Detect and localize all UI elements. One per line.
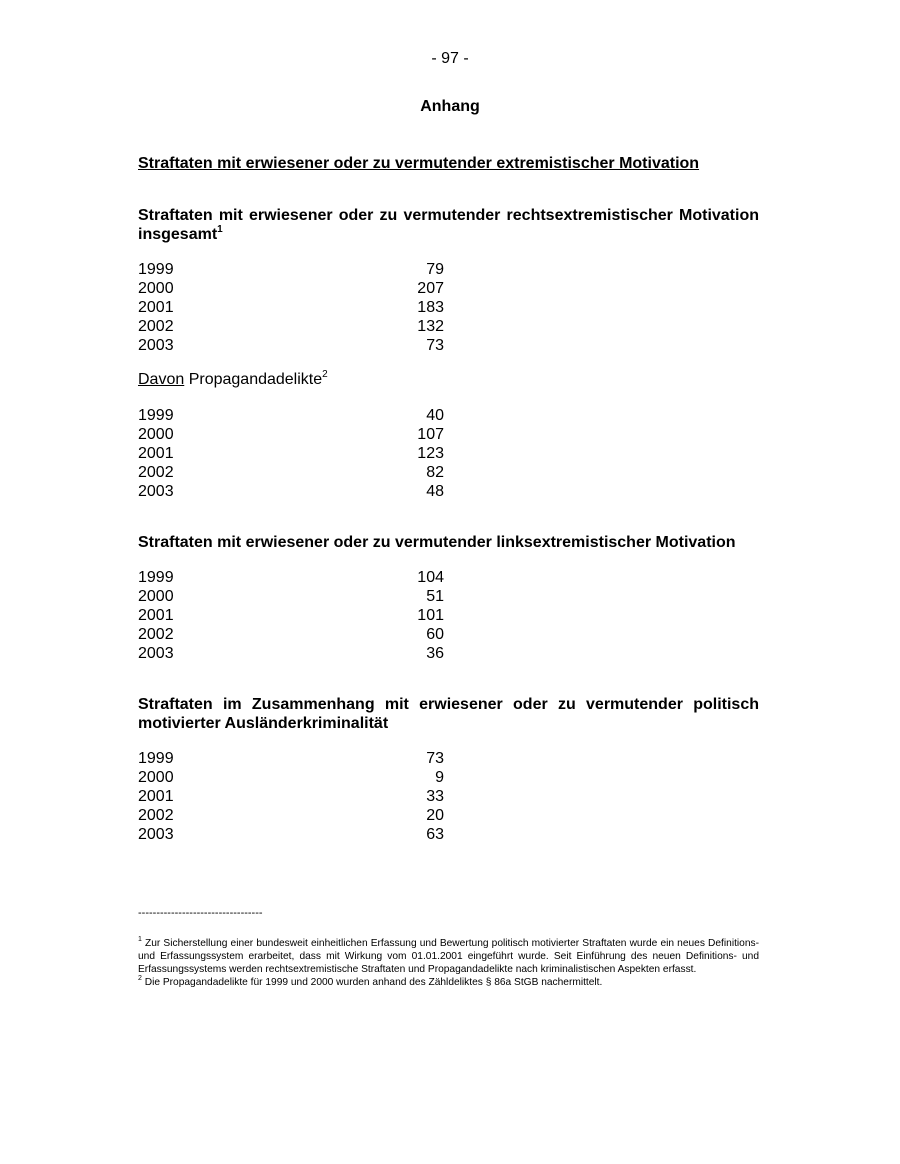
year-label: 2003 bbox=[138, 483, 174, 500]
foreigner-crime-list bbox=[138, 749, 444, 844]
page-number: - 97 - bbox=[431, 50, 469, 67]
footnote-marker: 2 bbox=[138, 974, 142, 982]
count-value: 48 bbox=[426, 483, 444, 500]
year-label: 2002 bbox=[138, 626, 174, 643]
count-value: 40 bbox=[426, 407, 444, 424]
year-label: 2000 bbox=[138, 588, 174, 605]
propaganda-heading-underlined: Davon bbox=[138, 371, 185, 388]
list-item bbox=[138, 568, 444, 587]
count-value: 123 bbox=[417, 445, 444, 462]
count-value: 36 bbox=[426, 645, 444, 662]
left-extremist-heading: Straftaten mit erwiesener oder zu vermutender linksextremistischer Motivation bbox=[138, 534, 736, 551]
section-heading: Straftaten mit erwiesener oder zu vermutender extremistischer Motivation bbox=[138, 155, 700, 172]
footnote-text: Die Propagandadelikte für 1999 und 2000 wurden anhand des Zähldeliktes § 86a StGB nachermittelt. bbox=[141, 977, 603, 988]
list-item bbox=[138, 425, 444, 444]
list-item bbox=[138, 806, 444, 825]
list-item bbox=[138, 317, 444, 336]
propaganda-heading bbox=[138, 370, 328, 389]
count-value: 63 bbox=[426, 826, 444, 843]
footnote-1 bbox=[138, 937, 759, 976]
left-extremist-list bbox=[138, 568, 444, 663]
list-item bbox=[138, 279, 444, 298]
list-item bbox=[138, 463, 444, 482]
right-extremist-heading-text: Straftaten mit erwiesener oder zu vermutender rechtsextremistischer Motivation insgesamt bbox=[138, 207, 759, 243]
count-value: 107 bbox=[417, 426, 444, 443]
list-item bbox=[138, 444, 444, 463]
footnote-marker: 1 bbox=[138, 935, 142, 943]
count-value: 101 bbox=[417, 607, 444, 624]
year-label: 2001 bbox=[138, 299, 174, 316]
year-label: 2001 bbox=[138, 445, 174, 462]
count-value: 51 bbox=[426, 588, 444, 605]
footnote-separator: ---------------------------------- bbox=[138, 907, 263, 919]
count-value: 9 bbox=[435, 769, 444, 786]
footnote-2 bbox=[138, 976, 759, 989]
year-label: 2001 bbox=[138, 788, 174, 805]
year-label: 2003 bbox=[138, 826, 174, 843]
year-label: 1999 bbox=[138, 261, 174, 278]
list-item bbox=[138, 587, 444, 606]
year-label: 2000 bbox=[138, 769, 174, 786]
list-item bbox=[138, 260, 444, 279]
count-value: 132 bbox=[417, 318, 444, 335]
count-value: 104 bbox=[417, 569, 444, 586]
count-value: 73 bbox=[426, 337, 444, 354]
count-value: 60 bbox=[426, 626, 444, 643]
footnote-ref-2: 2 bbox=[322, 368, 328, 380]
year-label: 2002 bbox=[138, 464, 174, 481]
count-value: 20 bbox=[426, 807, 444, 824]
year-label: 1999 bbox=[138, 407, 174, 424]
year-label: 2001 bbox=[138, 607, 174, 624]
year-label: 2003 bbox=[138, 337, 174, 354]
right-extremist-list bbox=[138, 260, 444, 355]
list-item bbox=[138, 644, 444, 663]
count-value: 79 bbox=[426, 261, 444, 278]
right-extremist-heading bbox=[138, 206, 759, 244]
list-item bbox=[138, 749, 444, 768]
list-item bbox=[138, 606, 444, 625]
propaganda-heading-text: Propagandadelikte bbox=[184, 371, 323, 388]
list-item bbox=[138, 625, 444, 644]
count-value: 73 bbox=[426, 750, 444, 767]
list-item bbox=[138, 787, 444, 806]
year-label: 2000 bbox=[138, 280, 174, 297]
count-value: 207 bbox=[417, 280, 444, 297]
year-label: 2002 bbox=[138, 318, 174, 335]
year-label: 2002 bbox=[138, 807, 174, 824]
year-label: 1999 bbox=[138, 569, 174, 586]
footnotes bbox=[138, 937, 759, 989]
count-value: 183 bbox=[417, 299, 444, 316]
propaganda-list bbox=[138, 406, 444, 501]
count-value: 33 bbox=[426, 788, 444, 805]
list-item bbox=[138, 825, 444, 844]
appendix-title: Anhang bbox=[420, 98, 480, 115]
count-value: 82 bbox=[426, 464, 444, 481]
footnote-ref-1: 1 bbox=[217, 223, 223, 235]
year-label: 2000 bbox=[138, 426, 174, 443]
list-item bbox=[138, 768, 444, 787]
foreigner-crime-heading: Straftaten im Zusammenhang mit erwiesener oder zu vermutender politisch motivierter Ausländerkriminalität bbox=[138, 696, 759, 732]
year-label: 1999 bbox=[138, 750, 174, 767]
list-item bbox=[138, 298, 444, 317]
footnote-text: Zur Sicherstellung einer bundesweit einheitlichen Erfassung und Bewertung politisch motivierter Straftaten wurde ein neues Definitions- und Erfassungssystem erarbeitet, dass mit Wirkung vom 01.01.2001 eingeführt wurde. Seit Einführung des neuen Definitions- und Erfassungssystems werden rechtsextremistische Straftaten und Propagandadelikte nach kriminalistischen Aspekten erfasst. bbox=[138, 938, 759, 975]
list-item bbox=[138, 406, 444, 425]
year-label: 2003 bbox=[138, 645, 174, 662]
list-item bbox=[138, 482, 444, 501]
list-item bbox=[138, 336, 444, 355]
